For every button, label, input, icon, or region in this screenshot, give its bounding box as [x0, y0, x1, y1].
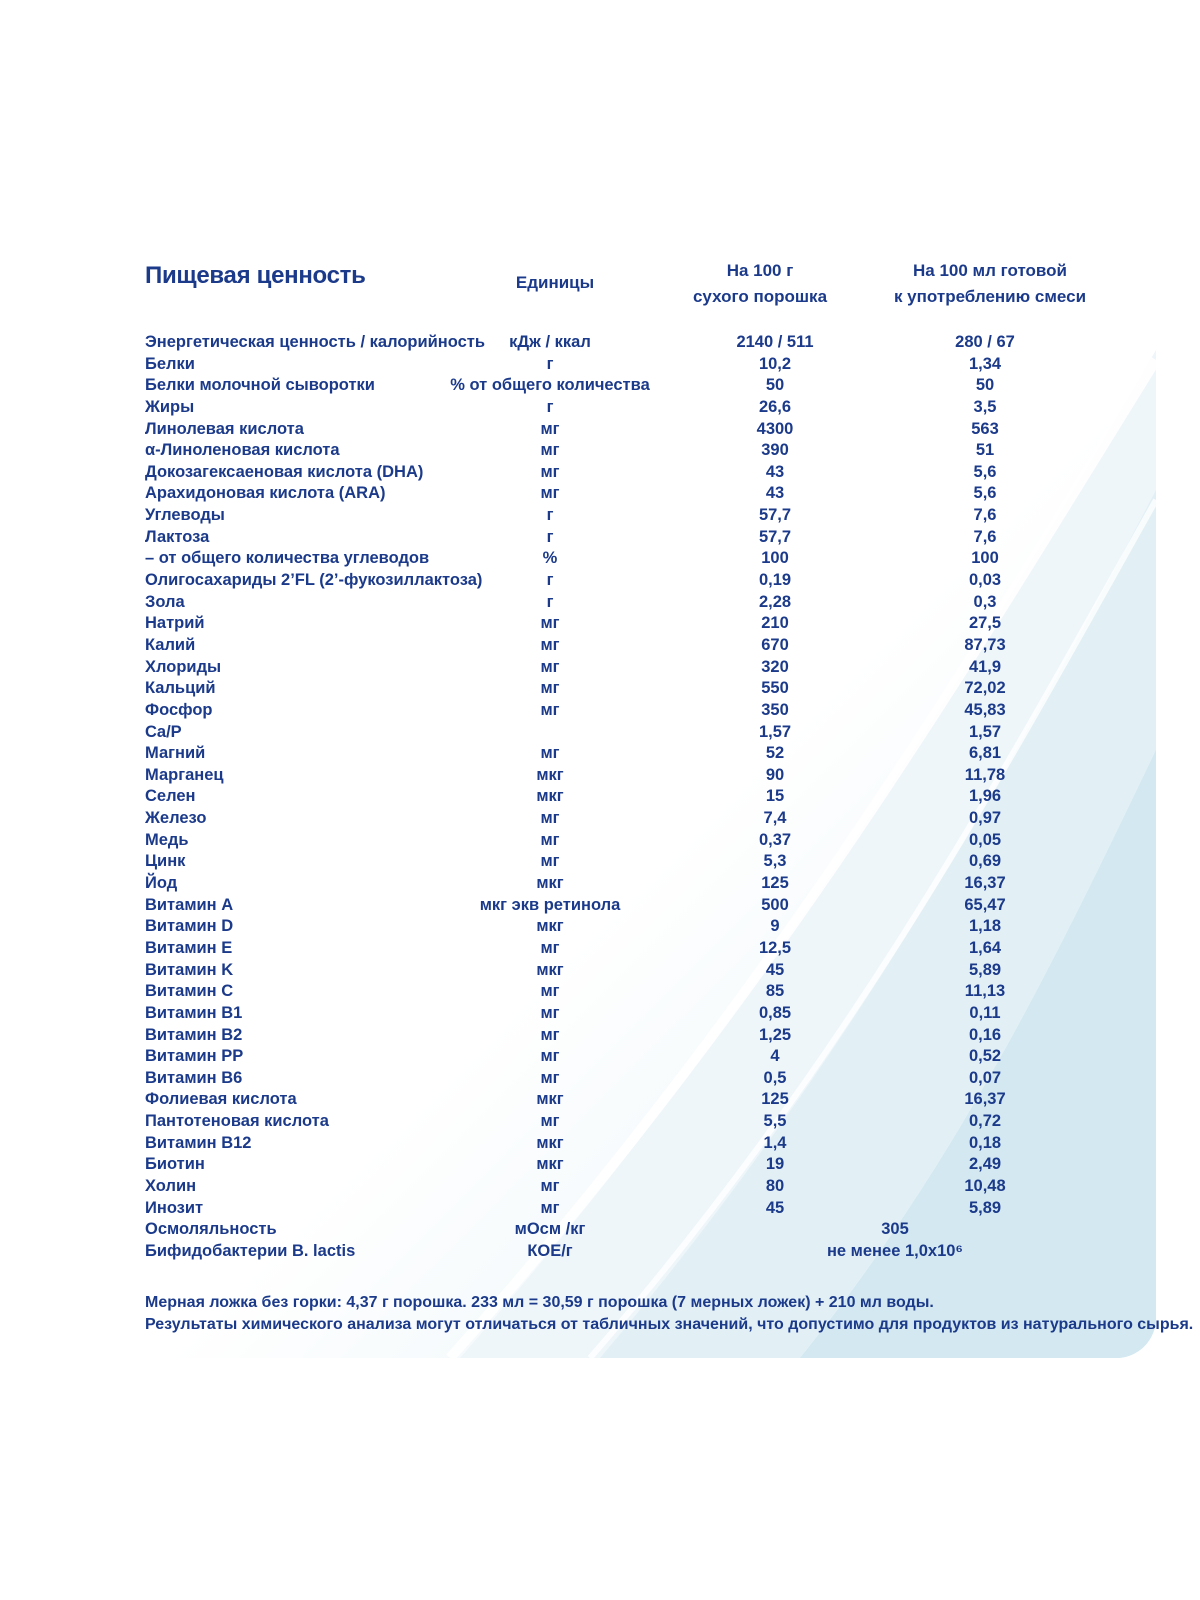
- table-row: [0, 678, 1200, 700]
- table-title: Пищевая ценность: [145, 262, 366, 289]
- table-row: [0, 527, 1200, 549]
- value-per-100g: 26,6: [758, 397, 792, 416]
- value-per-100ml: 11,13: [964, 982, 1006, 1001]
- nutrient-name: Ca/P: [145, 722, 182, 741]
- value-per-100ml: 0,97: [968, 809, 1002, 828]
- nutrient-name: Витамин C: [145, 982, 234, 1001]
- nutrient-name: Калий: [145, 635, 196, 654]
- value-per-100ml: 1,64: [968, 938, 1002, 957]
- table-row: [0, 570, 1200, 592]
- table-row: [0, 895, 1200, 917]
- nutrient-unit: мкг экв ретинола: [479, 895, 621, 914]
- nutrient-unit: кДж / ккал: [509, 333, 591, 351]
- nutrient-name: Железо: [145, 809, 207, 828]
- nutrient-unit: % от общего количества: [450, 376, 650, 395]
- table-row: [0, 1046, 1200, 1068]
- value-per-100ml: 1,96: [968, 787, 1002, 806]
- nutrient-name: Фосфор: [145, 700, 213, 719]
- nutrient-unit: мг: [540, 419, 560, 438]
- value-per-100ml: 27,5: [968, 614, 1002, 633]
- nutrient-unit: мкг: [536, 765, 564, 784]
- value-per-100ml: 65,47: [964, 895, 1006, 914]
- value-per-100ml: 1,57: [968, 722, 1002, 741]
- table-row: [0, 1219, 1200, 1241]
- value-per-100ml: 0,11: [969, 1003, 1001, 1022]
- value-per-100g: 43: [765, 462, 785, 481]
- value-per-100g: 7,4: [763, 809, 787, 828]
- nutrient-name: – от общего количества углеводов: [145, 549, 430, 568]
- value-per-100ml: 563: [971, 419, 999, 438]
- table-row: [0, 419, 1200, 441]
- value-per-100g: 0,5: [763, 1068, 787, 1087]
- nutrient-name: Белки: [145, 354, 195, 373]
- nutrient-unit: мкг: [536, 1133, 564, 1152]
- table-row: [0, 786, 1200, 808]
- table-row: [0, 1133, 1200, 1155]
- value-per-100ml: 0,07: [968, 1068, 1002, 1087]
- nutrient-unit: мг: [540, 484, 560, 503]
- table-row: [0, 505, 1200, 527]
- value-per-100ml: 51: [975, 441, 995, 460]
- nutrient-name: Бифидобактерии B. lactis: [145, 1241, 356, 1260]
- value-per-100ml: 5,6: [973, 484, 997, 503]
- value-per-100ml: 5,89: [968, 1198, 1002, 1217]
- value-per-100g: 390: [761, 441, 789, 460]
- nutrient-unit: мг: [540, 830, 560, 849]
- value-per-100g: 100: [761, 549, 789, 568]
- value-per-100g: 125: [761, 874, 789, 893]
- table-row: [0, 483, 1200, 505]
- value-per-100g: 210: [761, 614, 789, 633]
- table-row: [0, 873, 1200, 895]
- table-row: [0, 765, 1200, 787]
- nutrient-unit: мкг: [536, 1090, 564, 1109]
- nutrient-name: Белки молочной сыворотки: [145, 376, 375, 395]
- value-per-100ml: 1,18: [968, 917, 1002, 936]
- table-row: [0, 613, 1200, 635]
- table-row: [0, 981, 1200, 1003]
- table-row: [0, 743, 1200, 765]
- nutrient-name: Арахидоновая кислота (ARA): [145, 484, 386, 503]
- value-per-100g: 57,7: [758, 527, 792, 546]
- value-per-100ml: 10,48: [964, 1176, 1006, 1195]
- ready-header-line1: На 100 мл готовой: [912, 261, 1067, 280]
- table-row: [0, 462, 1200, 484]
- nutrient-unit: мг: [540, 441, 560, 460]
- value-per-100ml: 0,3: [973, 592, 997, 611]
- value-per-100ml: 0,05: [968, 830, 1002, 849]
- nutrient-name: Витамин E: [145, 938, 233, 957]
- nutrient-unit: мг: [540, 1068, 560, 1087]
- value-per-100g: 500: [761, 895, 789, 914]
- table-row: [0, 1003, 1200, 1025]
- nutrient-unit: мг: [540, 744, 560, 763]
- value-per-100g: 2140 / 511: [736, 333, 814, 351]
- value-per-100g: 90: [765, 765, 785, 784]
- nutrient-name: Цинк: [145, 852, 186, 871]
- nutrient-unit: г: [546, 527, 554, 546]
- table-row: [0, 830, 1200, 852]
- nutrient-name: Осмоляльность: [145, 1220, 277, 1239]
- table-row: [0, 1111, 1200, 1133]
- value-per-100g: 80: [765, 1176, 785, 1195]
- table-row: [0, 440, 1200, 462]
- value-per-100g: 0,19: [758, 571, 792, 590]
- value-per-100ml: 50: [975, 376, 995, 395]
- value-per-100ml: 11,78: [964, 765, 1006, 784]
- nutrient-unit: мкг: [536, 1155, 564, 1174]
- value-per-100ml: 1,34: [968, 354, 1002, 373]
- value-per-100ml: 100: [971, 549, 999, 568]
- nutrient-unit: мг: [540, 852, 560, 871]
- ready-header-line2: к употреблению смеси: [893, 287, 1087, 306]
- value-per-100g: 670: [761, 635, 789, 654]
- table-row: [0, 700, 1200, 722]
- nutrient-unit: мг: [540, 938, 560, 957]
- nutrient-name: Натрий: [145, 614, 205, 633]
- value-per-100g: 1,4: [763, 1133, 787, 1152]
- value-per-100g: 12,5: [758, 938, 792, 957]
- table-row: [0, 808, 1200, 830]
- value-per-100g: 57,7: [758, 506, 792, 525]
- nutrient-unit: мкг: [536, 917, 564, 936]
- value-per-100g: 52: [765, 744, 785, 763]
- nutrient-name: Инозит: [145, 1198, 204, 1217]
- nutrient-unit: мг: [540, 809, 560, 828]
- nutrient-name: Витамин A: [145, 895, 234, 914]
- nutrient-name: Витамин B2: [145, 1025, 243, 1044]
- footer-notes: [145, 1292, 1193, 1336]
- value-per-100g: 50: [765, 376, 785, 395]
- nutrient-unit: г: [546, 506, 554, 525]
- nutrient-unit: мг: [540, 1112, 560, 1131]
- value-per-100g: 5,3: [763, 852, 787, 871]
- nutrient-name: Докозагексаеновая кислота (DHA): [145, 462, 424, 481]
- nutrient-name: Энергетическая ценность / калорийность: [145, 333, 486, 351]
- nutrient-unit: мОсм /кг: [514, 1220, 586, 1239]
- value-per-100g: 45: [765, 960, 785, 979]
- nutrient-unit: мг: [540, 700, 560, 719]
- nutrient-name: Витамин B6: [145, 1068, 243, 1087]
- value-per-100g: 85: [765, 982, 785, 1001]
- value-per-100g: 350: [761, 700, 789, 719]
- nutrient-name: Зола: [145, 592, 185, 611]
- nutrient-name: Биотин: [145, 1155, 205, 1174]
- nutrient-unit: мг: [540, 614, 560, 633]
- nutrient-name: Селен: [145, 787, 196, 806]
- value-per-100g: 15: [765, 787, 785, 806]
- table-row: [0, 722, 1200, 744]
- value-per-100g: 1,25: [758, 1025, 792, 1044]
- nutrient-name: Линолевая кислота: [145, 419, 304, 438]
- nutrient-unit: г: [546, 571, 554, 590]
- nutrient-unit: мг: [540, 982, 560, 1001]
- value-per-100g: 45: [765, 1198, 785, 1217]
- value-shared: 305: [881, 1220, 909, 1239]
- nutrient-unit: мкг: [536, 787, 564, 806]
- table-row: [0, 1154, 1200, 1176]
- dry-header-line1: На 100 г: [726, 261, 794, 280]
- nutrient-unit: мг: [540, 679, 560, 698]
- nutrient-name: Марганец: [145, 765, 224, 784]
- table-row: [0, 1089, 1200, 1111]
- nutrient-name: Витамин K: [145, 960, 234, 979]
- value-per-100ml: 5,89: [968, 960, 1002, 979]
- value-per-100ml: 41,9: [968, 657, 1002, 676]
- value-per-100g: 125: [761, 1090, 789, 1109]
- nutrient-name: Фолиевая кислота: [145, 1090, 297, 1109]
- nutrient-name: Витамин B12: [145, 1133, 252, 1152]
- nutrient-unit: %: [542, 549, 558, 568]
- nutrient-unit: мг: [540, 635, 560, 654]
- nutrient-name: Витамин PP: [145, 1047, 244, 1066]
- value-per-100ml: 0,16: [968, 1025, 1002, 1044]
- table-row: [0, 375, 1200, 397]
- value-per-100g: 320: [761, 657, 789, 676]
- value-per-100g: 9: [770, 917, 780, 936]
- nutrient-unit: мкг: [536, 874, 564, 893]
- value-shared: не менее 1,0x10⁶: [826, 1241, 964, 1260]
- value-per-100ml: 6,81: [968, 744, 1002, 763]
- nutrient-name: Олигосахариды 2’FL (2’-фукозиллактоза): [145, 571, 483, 590]
- value-per-100ml: 0,52: [968, 1047, 1002, 1066]
- value-per-100ml: 3,5: [973, 397, 997, 416]
- nutrition-table: [0, 332, 1200, 1263]
- value-per-100ml: 0,72: [968, 1112, 1002, 1131]
- nutrient-name: Кальций: [145, 679, 216, 698]
- table-row: [0, 657, 1200, 679]
- value-per-100g: 0,37: [758, 830, 792, 849]
- value-per-100ml: 16,37: [964, 1090, 1006, 1109]
- value-per-100g: 4300: [756, 419, 794, 438]
- table-row: [0, 1241, 1200, 1263]
- table-row: [0, 1068, 1200, 1090]
- nutrient-name: Витамин D: [145, 917, 234, 936]
- nutrient-unit: мг: [540, 1003, 560, 1022]
- nutrient-unit: мг: [540, 1198, 560, 1217]
- value-per-100g: 2,28: [758, 592, 792, 611]
- value-per-100g: 0,85: [758, 1003, 792, 1022]
- value-per-100ml: 2,49: [968, 1155, 1002, 1174]
- nutrient-name: Витамин B1: [145, 1003, 243, 1022]
- value-per-100ml: 7,6: [973, 506, 997, 525]
- table-row: [0, 851, 1200, 873]
- table-row: [0, 332, 1200, 354]
- value-per-100g: 550: [761, 679, 789, 698]
- nutrient-unit: мг: [540, 1047, 560, 1066]
- value-per-100ml: 5,6: [973, 462, 997, 481]
- table-row: [0, 1025, 1200, 1047]
- value-per-100g: 10,2: [758, 354, 792, 373]
- value-per-100ml: 7,6: [973, 527, 997, 546]
- nutrient-unit: КОЕ/г: [527, 1241, 573, 1260]
- nutrient-name: Хлориды: [145, 657, 222, 676]
- value-per-100g: 5,5: [763, 1112, 787, 1131]
- dry-header-line2: сухого порошка: [692, 287, 828, 306]
- units-column-header: Единицы: [515, 273, 595, 292]
- table-row: [0, 960, 1200, 982]
- nutrient-name: Холин: [145, 1176, 197, 1195]
- nutrient-name: Углеводы: [145, 506, 225, 525]
- table-row: [0, 1198, 1200, 1220]
- nutrient-name: Магний: [145, 744, 206, 763]
- table-row: [0, 916, 1200, 938]
- value-per-100g: 19: [765, 1155, 785, 1174]
- nutrient-unit: мг: [540, 462, 560, 481]
- value-per-100g: 4: [770, 1047, 780, 1066]
- value-per-100ml: 0,69: [968, 852, 1002, 871]
- table-row: [0, 592, 1200, 614]
- nutrient-name: Йод: [145, 874, 178, 893]
- value-per-100ml: 87,73: [964, 635, 1006, 654]
- value-per-100ml: 45,83: [964, 700, 1006, 719]
- table-row: [0, 397, 1200, 419]
- nutrient-name: Пантотеновая кислота: [145, 1112, 329, 1131]
- table-row: [0, 354, 1200, 376]
- value-per-100g: 43: [765, 484, 785, 503]
- nutrient-unit: мг: [540, 1176, 560, 1195]
- nutrient-name: Лактоза: [145, 527, 210, 546]
- nutrient-unit: мкг: [536, 960, 564, 979]
- value-per-100ml: 0,03: [968, 571, 1002, 590]
- footer-line-2: Результаты химического анализа могут отличаться от табличных значений, что допустимо для продуктов из натурального сырья.: [145, 1316, 1194, 1333]
- nutrient-name: Жиры: [145, 397, 195, 416]
- nutrient-name: α-Линоленовая кислота: [145, 441, 340, 460]
- value-per-100ml: 280 / 67: [955, 333, 1015, 351]
- nutrient-name: Медь: [145, 830, 189, 849]
- footer-line-1: Мерная ложка без горки: 4,37 г порошка. 233 мл = 30,59 г порошка (7 мерных ложек) + 210 мл воды.: [145, 1294, 934, 1311]
- value-per-100ml: 72,02: [964, 679, 1006, 698]
- nutrient-unit: мг: [540, 1025, 560, 1044]
- value-per-100g: 1,57: [758, 722, 792, 741]
- value-per-100ml: 0,18: [968, 1133, 1002, 1152]
- value-per-100ml: 16,37: [964, 874, 1006, 893]
- table-row: [0, 1176, 1200, 1198]
- dry-powder-column-header: [680, 258, 840, 310]
- table-row: [0, 635, 1200, 657]
- nutrient-unit: мг: [540, 657, 560, 676]
- table-row: [0, 938, 1200, 960]
- nutrient-unit: г: [546, 592, 554, 611]
- ready-mix-column-header: [880, 258, 1100, 310]
- nutrient-unit: г: [546, 397, 554, 416]
- table-row: [0, 548, 1200, 570]
- nutrient-unit: г: [546, 354, 554, 373]
